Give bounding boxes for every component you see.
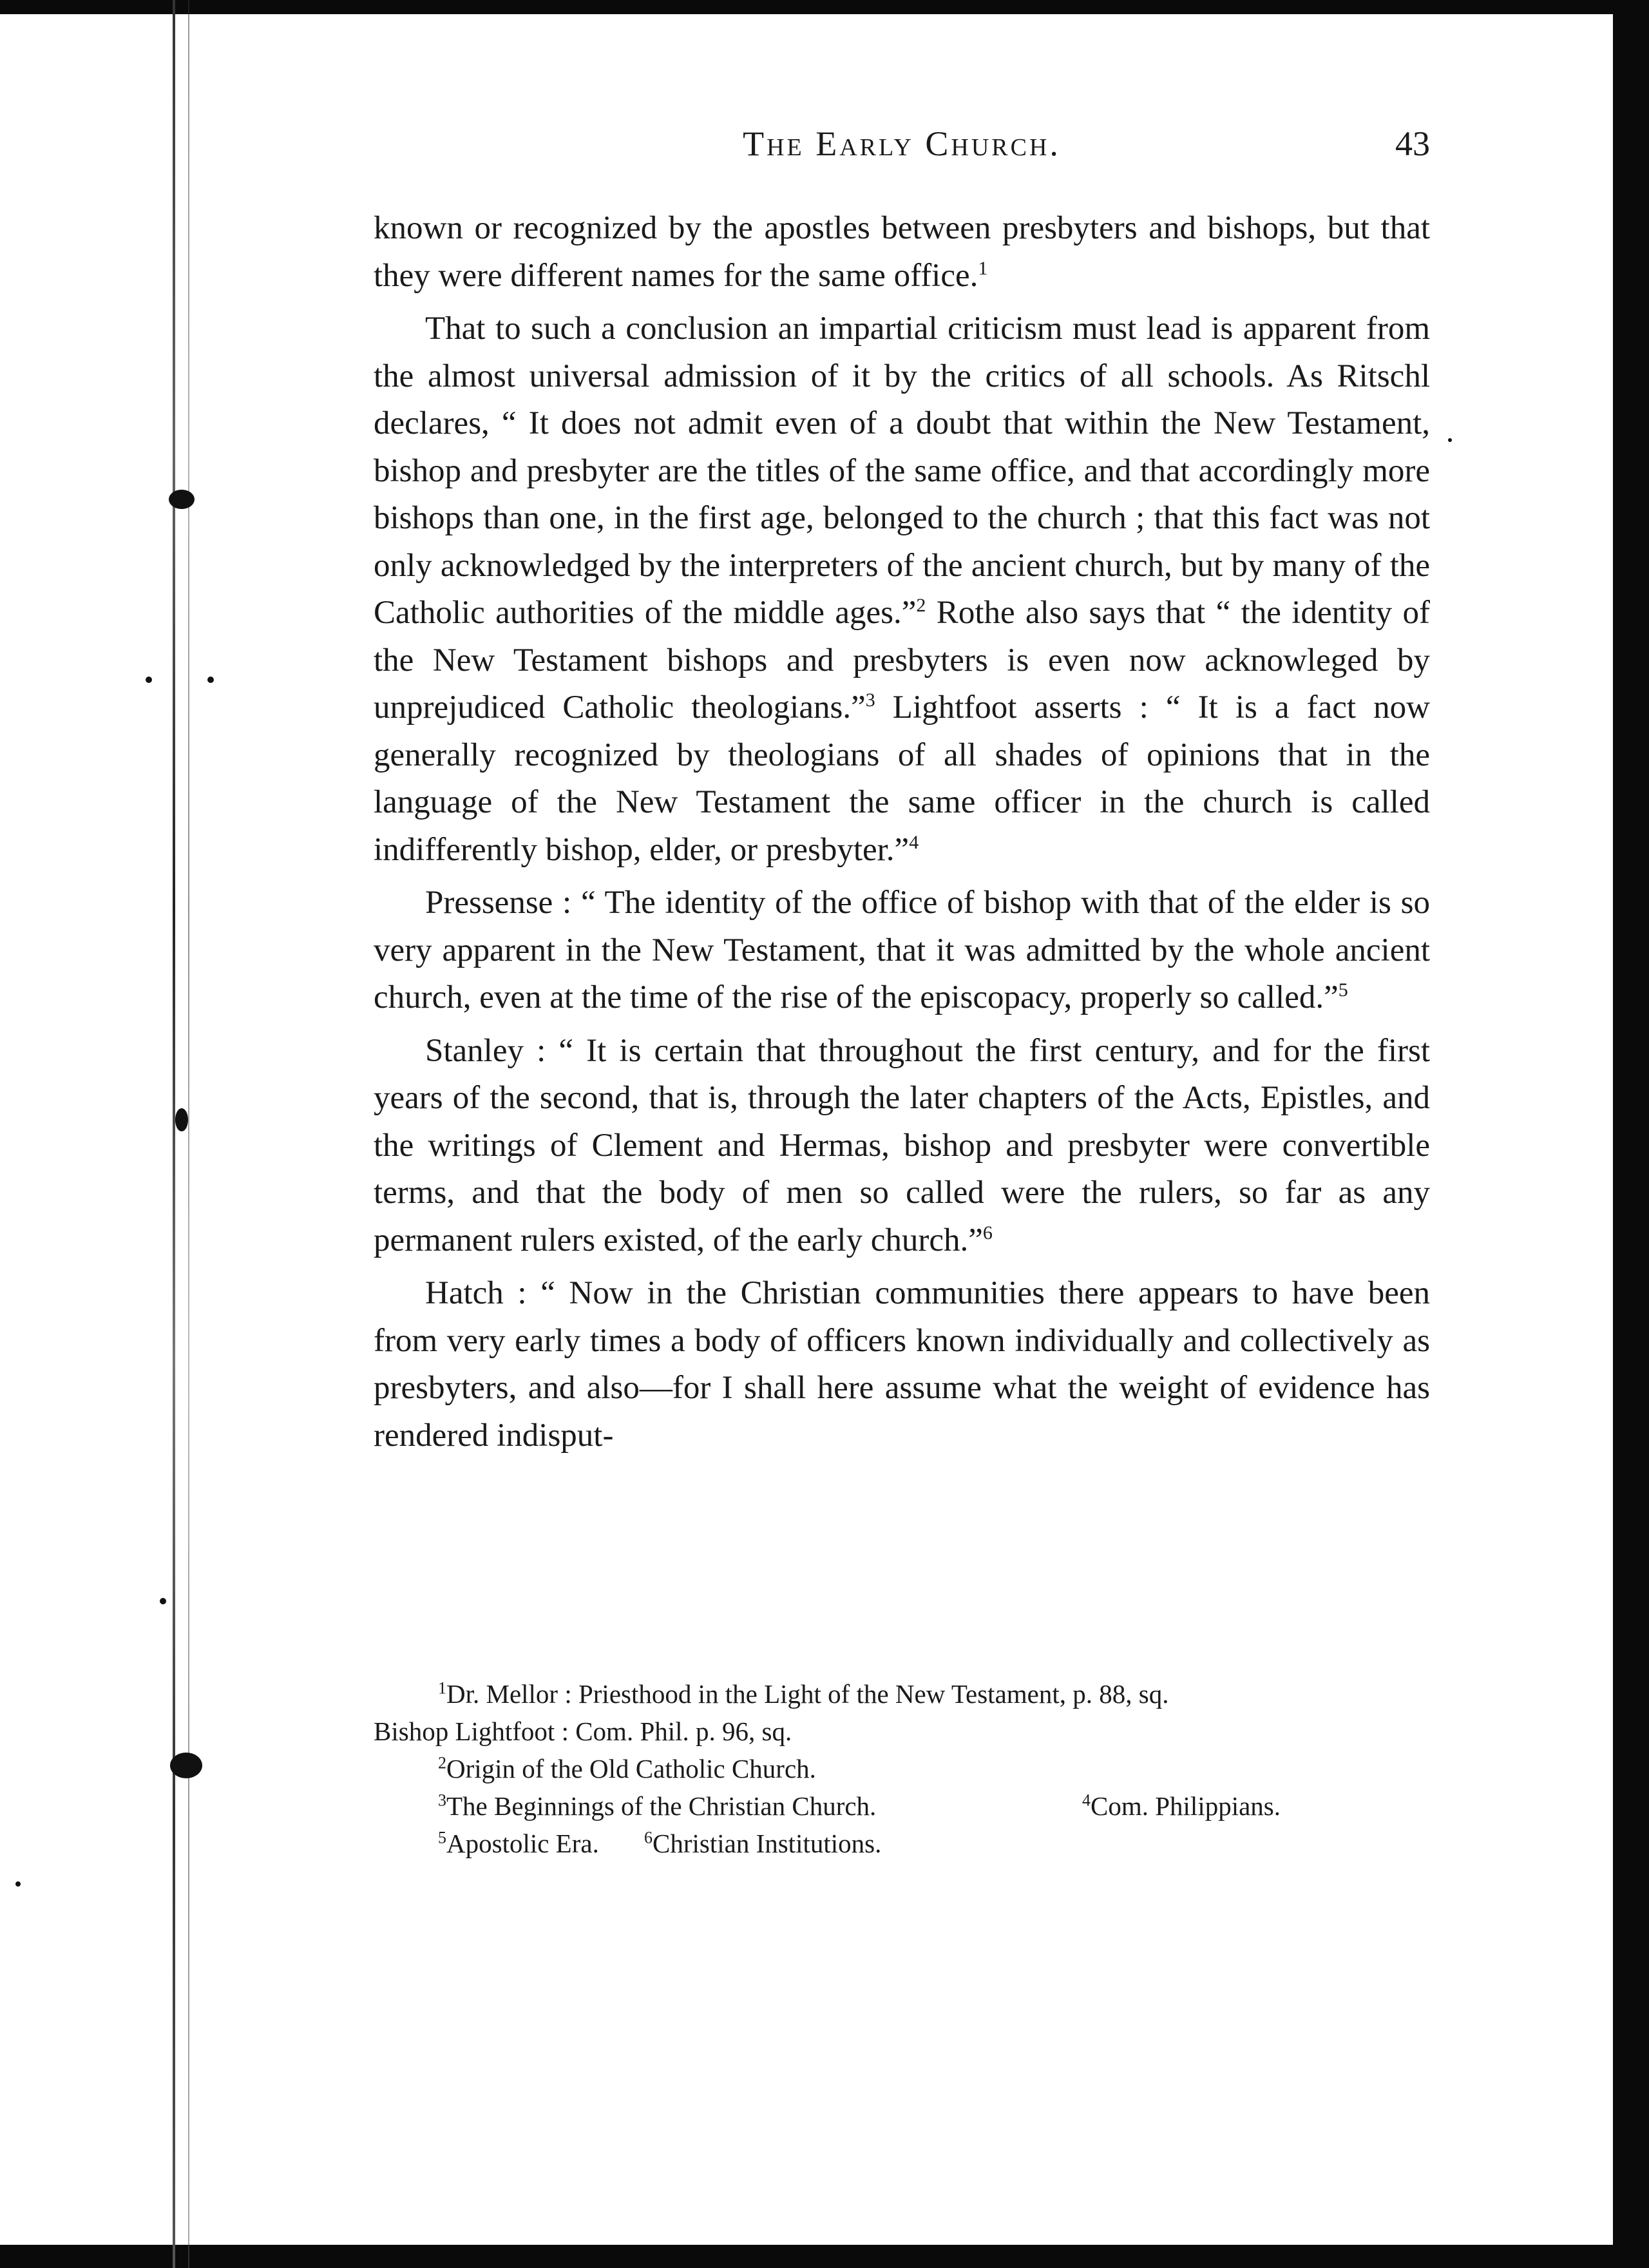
footnote-text: Apostolic Era. xyxy=(446,1829,599,1858)
paragraph-text: Rothe also says that “ the identity of the New Testament bishops and presbyters is even now acknowleged by unprejudiced Catholic theologians.” xyxy=(374,595,1430,726)
body-text xyxy=(374,205,1430,1459)
footnote-text: Origin of the Old Catholic Church. xyxy=(446,1754,816,1783)
footnote-ref: 3 xyxy=(865,689,875,711)
footnote-ref: 4 xyxy=(909,831,919,853)
footnote xyxy=(374,1750,1430,1787)
running-title: The Early Church. xyxy=(743,124,1061,163)
footnote xyxy=(438,1787,1082,1825)
ink-speck xyxy=(169,490,195,509)
ink-speck xyxy=(146,677,152,683)
ink-speck xyxy=(1448,438,1452,442)
paragraph-text: Stanley : “ It is certain that throughout the first century, and for the first years of the second, that is, through the later chapters of the Acts, Epistles, and the writings of Clement and Hermas, bishop and presbyter were convertible terms, and that the body of men so called were the rulers, so far as any permanent rulers existed, of the early church.” xyxy=(374,1032,1430,1258)
footnote-continuation xyxy=(374,1713,1430,1750)
paragraph xyxy=(374,205,1430,300)
scan-border-right xyxy=(1613,0,1649,2268)
paragraph-text: known or recognized by the apostles between presbyters and bishops, but that they were different names for the same office. xyxy=(374,210,1430,294)
running-head xyxy=(374,124,1430,175)
ink-speck xyxy=(207,677,214,683)
footnote-number: 1 xyxy=(438,1678,446,1698)
footnote xyxy=(438,1825,644,1862)
paragraph xyxy=(374,1028,1430,1265)
paragraph-text: Lightfoot asserts : “ It is a fact now generally recognized by theologians of all shades of opinions that in the language of the New Testament the same officer in the church is called indifferently bishop, elder, or presbyter.” xyxy=(374,689,1430,868)
footnote-ref: 1 xyxy=(978,257,988,279)
footnote xyxy=(644,1825,881,1862)
paragraph xyxy=(374,1270,1430,1459)
ink-speck xyxy=(160,1598,166,1604)
page-number: 43 xyxy=(1395,124,1430,163)
footnote-row xyxy=(374,1787,1430,1825)
footnote-row xyxy=(374,1825,1430,1862)
footnote-text: The Beginnings of the Christian Church. xyxy=(446,1791,877,1821)
footnotes xyxy=(374,1675,1430,1862)
footnote-number: 5 xyxy=(438,1828,446,1847)
paragraph xyxy=(374,305,1430,874)
ink-speck xyxy=(170,1753,202,1778)
footnote xyxy=(1082,1787,1281,1825)
footnote-text: Christian Institutions. xyxy=(653,1829,882,1858)
footnote-text: Com. Philippians. xyxy=(1091,1791,1281,1821)
footnote-text: Dr. Mellor : Priesthood in the Light of the New Testament, p. 88, sq. xyxy=(446,1679,1169,1709)
footnote-number: 2 xyxy=(438,1753,446,1773)
ink-speck xyxy=(15,1881,21,1887)
ink-speck xyxy=(175,1108,188,1131)
paragraph xyxy=(374,879,1430,1022)
footnote-number: 4 xyxy=(1082,1791,1091,1810)
footnote-text: Bishop Lightfoot : Com. Phil. p. 96, sq. xyxy=(374,1716,792,1746)
footnote-ref: 2 xyxy=(916,595,926,616)
footnote xyxy=(374,1675,1430,1713)
binding-shadow-secondary xyxy=(188,0,189,2268)
footnote-ref: 6 xyxy=(982,1222,993,1244)
binding-shadow xyxy=(173,0,175,2268)
paragraph-text: Hatch : “ Now in the Christian communities there appears to have been from very early times a body of officers known individually and collectively as presbyters, and also—for I shall here assume what the weight of evidence has rendered indisput- xyxy=(374,1275,1430,1454)
footnote-number: 3 xyxy=(438,1791,446,1810)
scan-border-top xyxy=(0,0,1649,14)
scan-border-bottom xyxy=(0,2245,1649,2268)
footnote-number: 6 xyxy=(644,1828,653,1847)
footnote-ref: 5 xyxy=(1338,979,1348,1001)
paragraph-text: That to such a conclusion an impartial criticism must lead is apparent from the almost universal admission of it by the critics of all schools. As Ritschl declares, “ It does not admit even of a doubt that within the New Testament, bishop and presbyter are the titles of the same office, and that accordingly more bishops than one, in the first age, belonged to the church ; that this fact was not only acknowledged by the interpreters of the ancient church, but by many of the Catholic authorities of the middle ages.” xyxy=(374,311,1430,631)
paragraph-text: Pressense : “ The identity of the office of bishop with that of the elder is so very apparent in the New Testament, that it was admitted by the whole ancient church, even at the time of the rise of the episcopacy, properly so called.” xyxy=(374,885,1430,1015)
